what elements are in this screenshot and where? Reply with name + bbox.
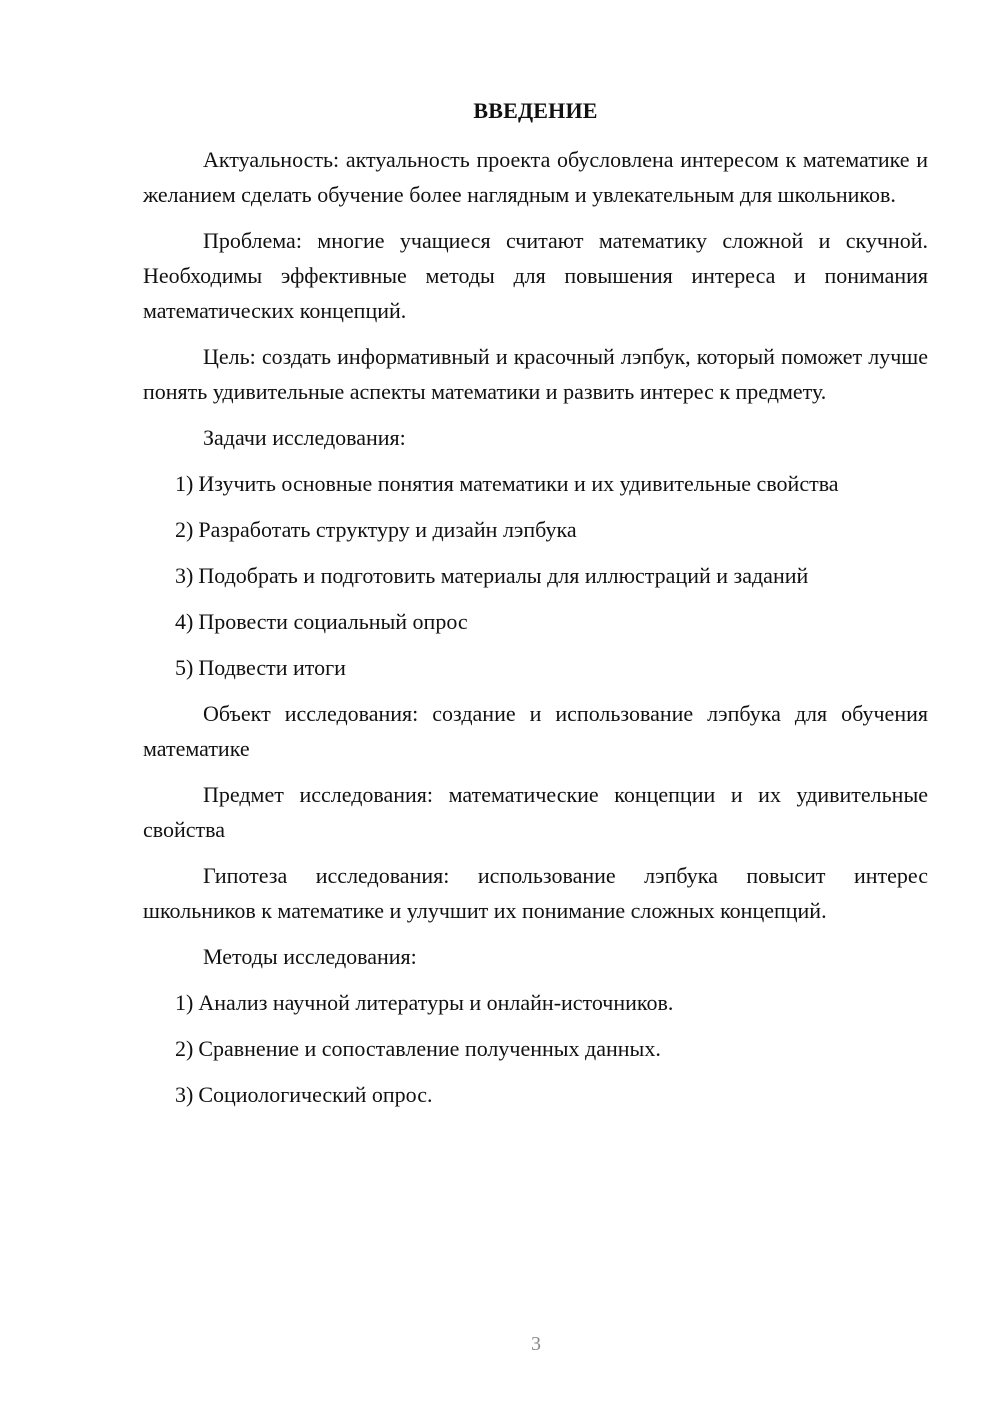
relevance-paragraph: Актуальность: актуальность проекта обусловлена интересом к математике и желанием сделать обучение более наглядным и увлекательным для школьников. (143, 147, 928, 207)
list-item-number: 3) (175, 1082, 194, 1107)
list-item-text: Социологический опрос. (198, 1082, 433, 1107)
list-item-text: Разработать структуру и дизайн лэпбука (198, 517, 577, 542)
list-item-text: Провести социальный опрос (198, 609, 468, 634)
list-item-number: 2) (175, 517, 194, 542)
list-item-number: 1) (175, 471, 194, 496)
subject-paragraph: Предмет исследования: математические концепции и их удивительные свойства (143, 782, 928, 842)
goal-paragraph: Цель: создать информативный и красочный лэпбук, который поможет лучше понять удивительные аспекты математики и развить интерес к предмету. (143, 344, 928, 404)
hypothesis-paragraph: Гипотеза исследования: использование лэпбука повысит интерес школьников к математике и улучшит их понимание сложных концепций. (143, 863, 928, 923)
problem-paragraph: Проблема: многие учащиеся считают математику сложной и скучной. Необходимы эффективные методы для повышения интереса и понимания математических концепций. (143, 228, 928, 323)
list-item-number: 4) (175, 609, 194, 634)
list-item-number: 1) (175, 990, 194, 1015)
list-item (143, 1031, 928, 1066)
page-number: 3 (531, 1333, 541, 1355)
list-item (143, 466, 928, 501)
methods-heading: Методы исследования: (203, 944, 417, 969)
list-item-text: Изучить основные понятия математики и их удивительные свойства (198, 471, 839, 496)
list-item (143, 650, 928, 685)
methods-list (143, 985, 928, 1112)
page-title: ВВЕДЕНИЕ (473, 98, 598, 123)
list-item (143, 558, 928, 593)
object-paragraph: Объект исследования: создание и использование лэпбука для обучения математике (143, 701, 928, 761)
list-item (143, 512, 928, 547)
tasks-list (143, 466, 928, 685)
document-page (143, 96, 928, 1123)
list-item-text: Подвести итоги (198, 655, 346, 680)
list-item-text: Подобрать и подготовить материалы для иллюстраций и заданий (198, 563, 809, 588)
tasks-heading: Задачи исследования: (203, 425, 406, 450)
list-item-text: Анализ научной литературы и онлайн-источников. (198, 990, 674, 1015)
list-item (143, 1077, 928, 1112)
list-item-text: Сравнение и сопоставление полученных данных. (198, 1036, 661, 1061)
list-item (143, 604, 928, 639)
list-item (143, 985, 928, 1020)
list-item-number: 2) (175, 1036, 194, 1061)
list-item-number: 5) (175, 655, 194, 680)
list-item-number: 3) (175, 563, 194, 588)
